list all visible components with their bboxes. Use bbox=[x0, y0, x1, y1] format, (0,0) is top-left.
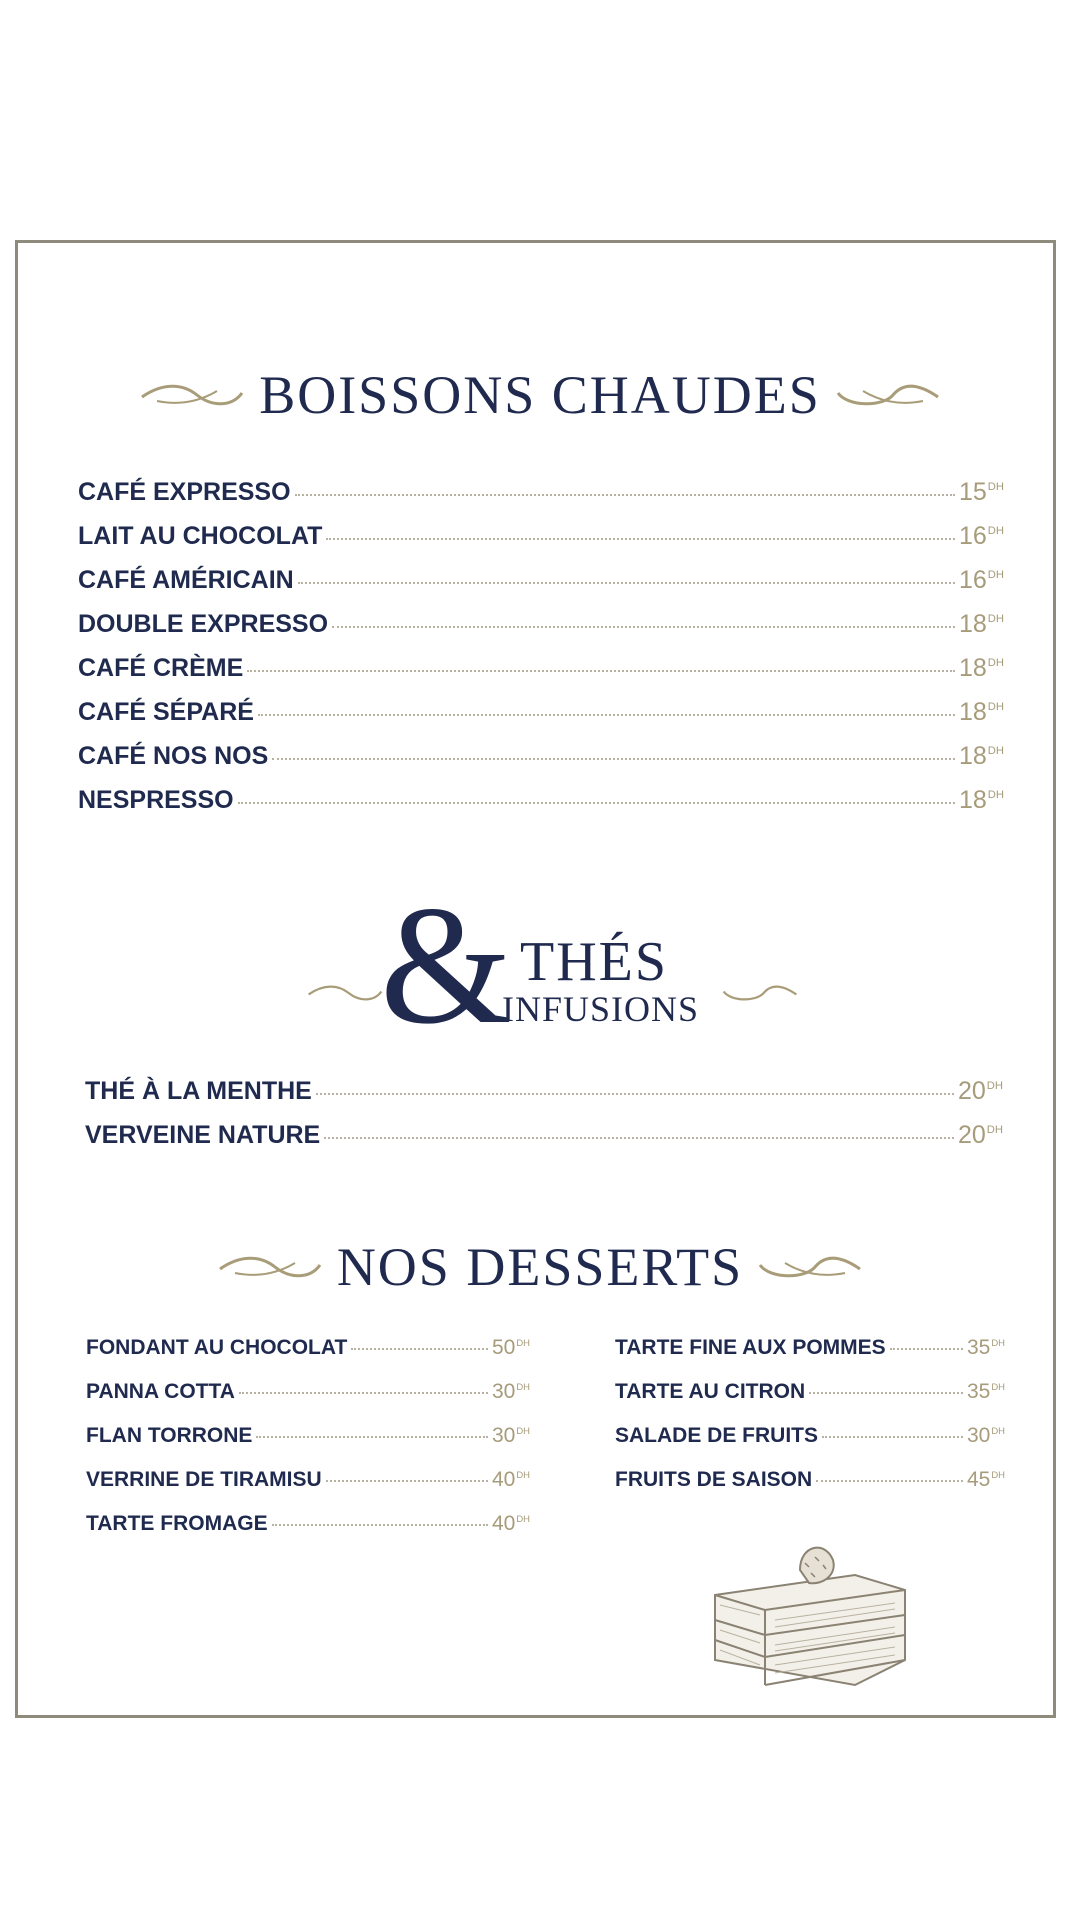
menu-item-price: $18^{DH}$ bbox=[958, 786, 1004, 814]
boissons-title: BOISSONS CHAUDES bbox=[259, 365, 821, 425]
thes-header bbox=[0, 871, 1080, 1060]
menu-item: FRUITS DE SAISON $45^{DH}$ bbox=[615, 1468, 1005, 1491]
menu-item: CAFÉ AMÉRICAIN $16^{DH}$ bbox=[78, 566, 1004, 594]
cake-illustration-icon bbox=[705, 1535, 915, 1695]
menu-item-price: $45^{DH}$ bbox=[967, 1468, 1005, 1491]
menu-item: THÉ À LA MENTHE $20^{DH}$ bbox=[85, 1077, 1003, 1105]
menu-item: LAIT AU CHOCOLAT $16^{DH}$ bbox=[78, 522, 1004, 550]
menu-item-price: $16^{DH}$ bbox=[958, 522, 1004, 550]
boissons-header bbox=[0, 365, 1080, 425]
menu-item: TARTE FINE AUX POMMES $35^{DH}$ bbox=[615, 1336, 1005, 1359]
menu-item: TARTE AU CITRON $35^{DH}$ bbox=[615, 1380, 1005, 1403]
menu-item-price: $18^{DH}$ bbox=[958, 610, 1004, 638]
menu-item-price: $30^{DH}$ bbox=[967, 1424, 1005, 1447]
flourish-right-icon bbox=[720, 978, 800, 1008]
flourish-right-icon bbox=[833, 375, 943, 415]
menu-item-price: $18^{DH}$ bbox=[958, 698, 1004, 726]
menu-item-price: $35^{DH}$ bbox=[967, 1336, 1005, 1359]
menu-item-price: $20^{DH}$ bbox=[957, 1121, 1003, 1149]
menu-item-price: $30^{DH}$ bbox=[492, 1424, 530, 1447]
menu-item: PANNA COTTA $30^{DH}$ bbox=[86, 1380, 530, 1403]
menu-item-price: $40^{DH}$ bbox=[492, 1468, 530, 1491]
thes-title: THÉS bbox=[520, 931, 668, 993]
menu-item: FLAN TORRONE $30^{DH}$ bbox=[86, 1424, 530, 1447]
ampersand-logo: & bbox=[380, 871, 513, 1059]
flourish-left-icon bbox=[305, 978, 385, 1008]
menu-item: NESPRESSO $18^{DH}$ bbox=[78, 786, 1004, 814]
infusions-title: INFUSIONS bbox=[502, 989, 700, 1029]
flourish-left-icon bbox=[137, 375, 247, 415]
flourish-right-icon bbox=[755, 1247, 865, 1287]
menu-item: VERVEINE NATURE $20^{DH}$ bbox=[85, 1121, 1003, 1149]
menu-item-price: $35^{DH}$ bbox=[967, 1380, 1005, 1403]
menu-item-price: $20^{DH}$ bbox=[957, 1077, 1003, 1105]
menu-item-price: $18^{DH}$ bbox=[958, 742, 1004, 770]
menu-item: CAFÉ SÉPARÉ $18^{DH}$ bbox=[78, 698, 1004, 726]
flourish-left-icon bbox=[215, 1247, 325, 1287]
menu-item-price: $30^{DH}$ bbox=[492, 1380, 530, 1403]
menu-item: TARTE FROMAGE $40^{DH}$ bbox=[86, 1512, 530, 1535]
desserts-title: NOS DESSERTS bbox=[336, 1237, 744, 1297]
menu-item-price: $15^{DH}$ bbox=[958, 478, 1004, 506]
menu-item: FONDANT AU CHOCOLAT $50^{DH}$ bbox=[86, 1336, 530, 1359]
desserts-header bbox=[0, 1237, 1080, 1297]
menu-item-price: $16^{DH}$ bbox=[958, 566, 1004, 594]
menu-item: CAFÉ CRÈME $18^{DH}$ bbox=[78, 654, 1004, 682]
menu-item-price: $18^{DH}$ bbox=[958, 654, 1004, 682]
menu-item: CAFÉ EXPRESSO $15^{DH}$ bbox=[78, 478, 1004, 506]
menu-item: VERRINE DE TIRAMISU $40^{DH}$ bbox=[86, 1468, 530, 1491]
menu-item: CAFÉ NOS NOS $18^{DH}$ bbox=[78, 742, 1004, 770]
menu-item-price: $50^{DH}$ bbox=[492, 1336, 530, 1359]
menu-item-price: $40^{DH}$ bbox=[492, 1512, 530, 1535]
menu-item: DOUBLE EXPRESSO $18^{DH}$ bbox=[78, 610, 1004, 638]
menu-item: SALADE DE FRUITS $30^{DH}$ bbox=[615, 1424, 1005, 1447]
